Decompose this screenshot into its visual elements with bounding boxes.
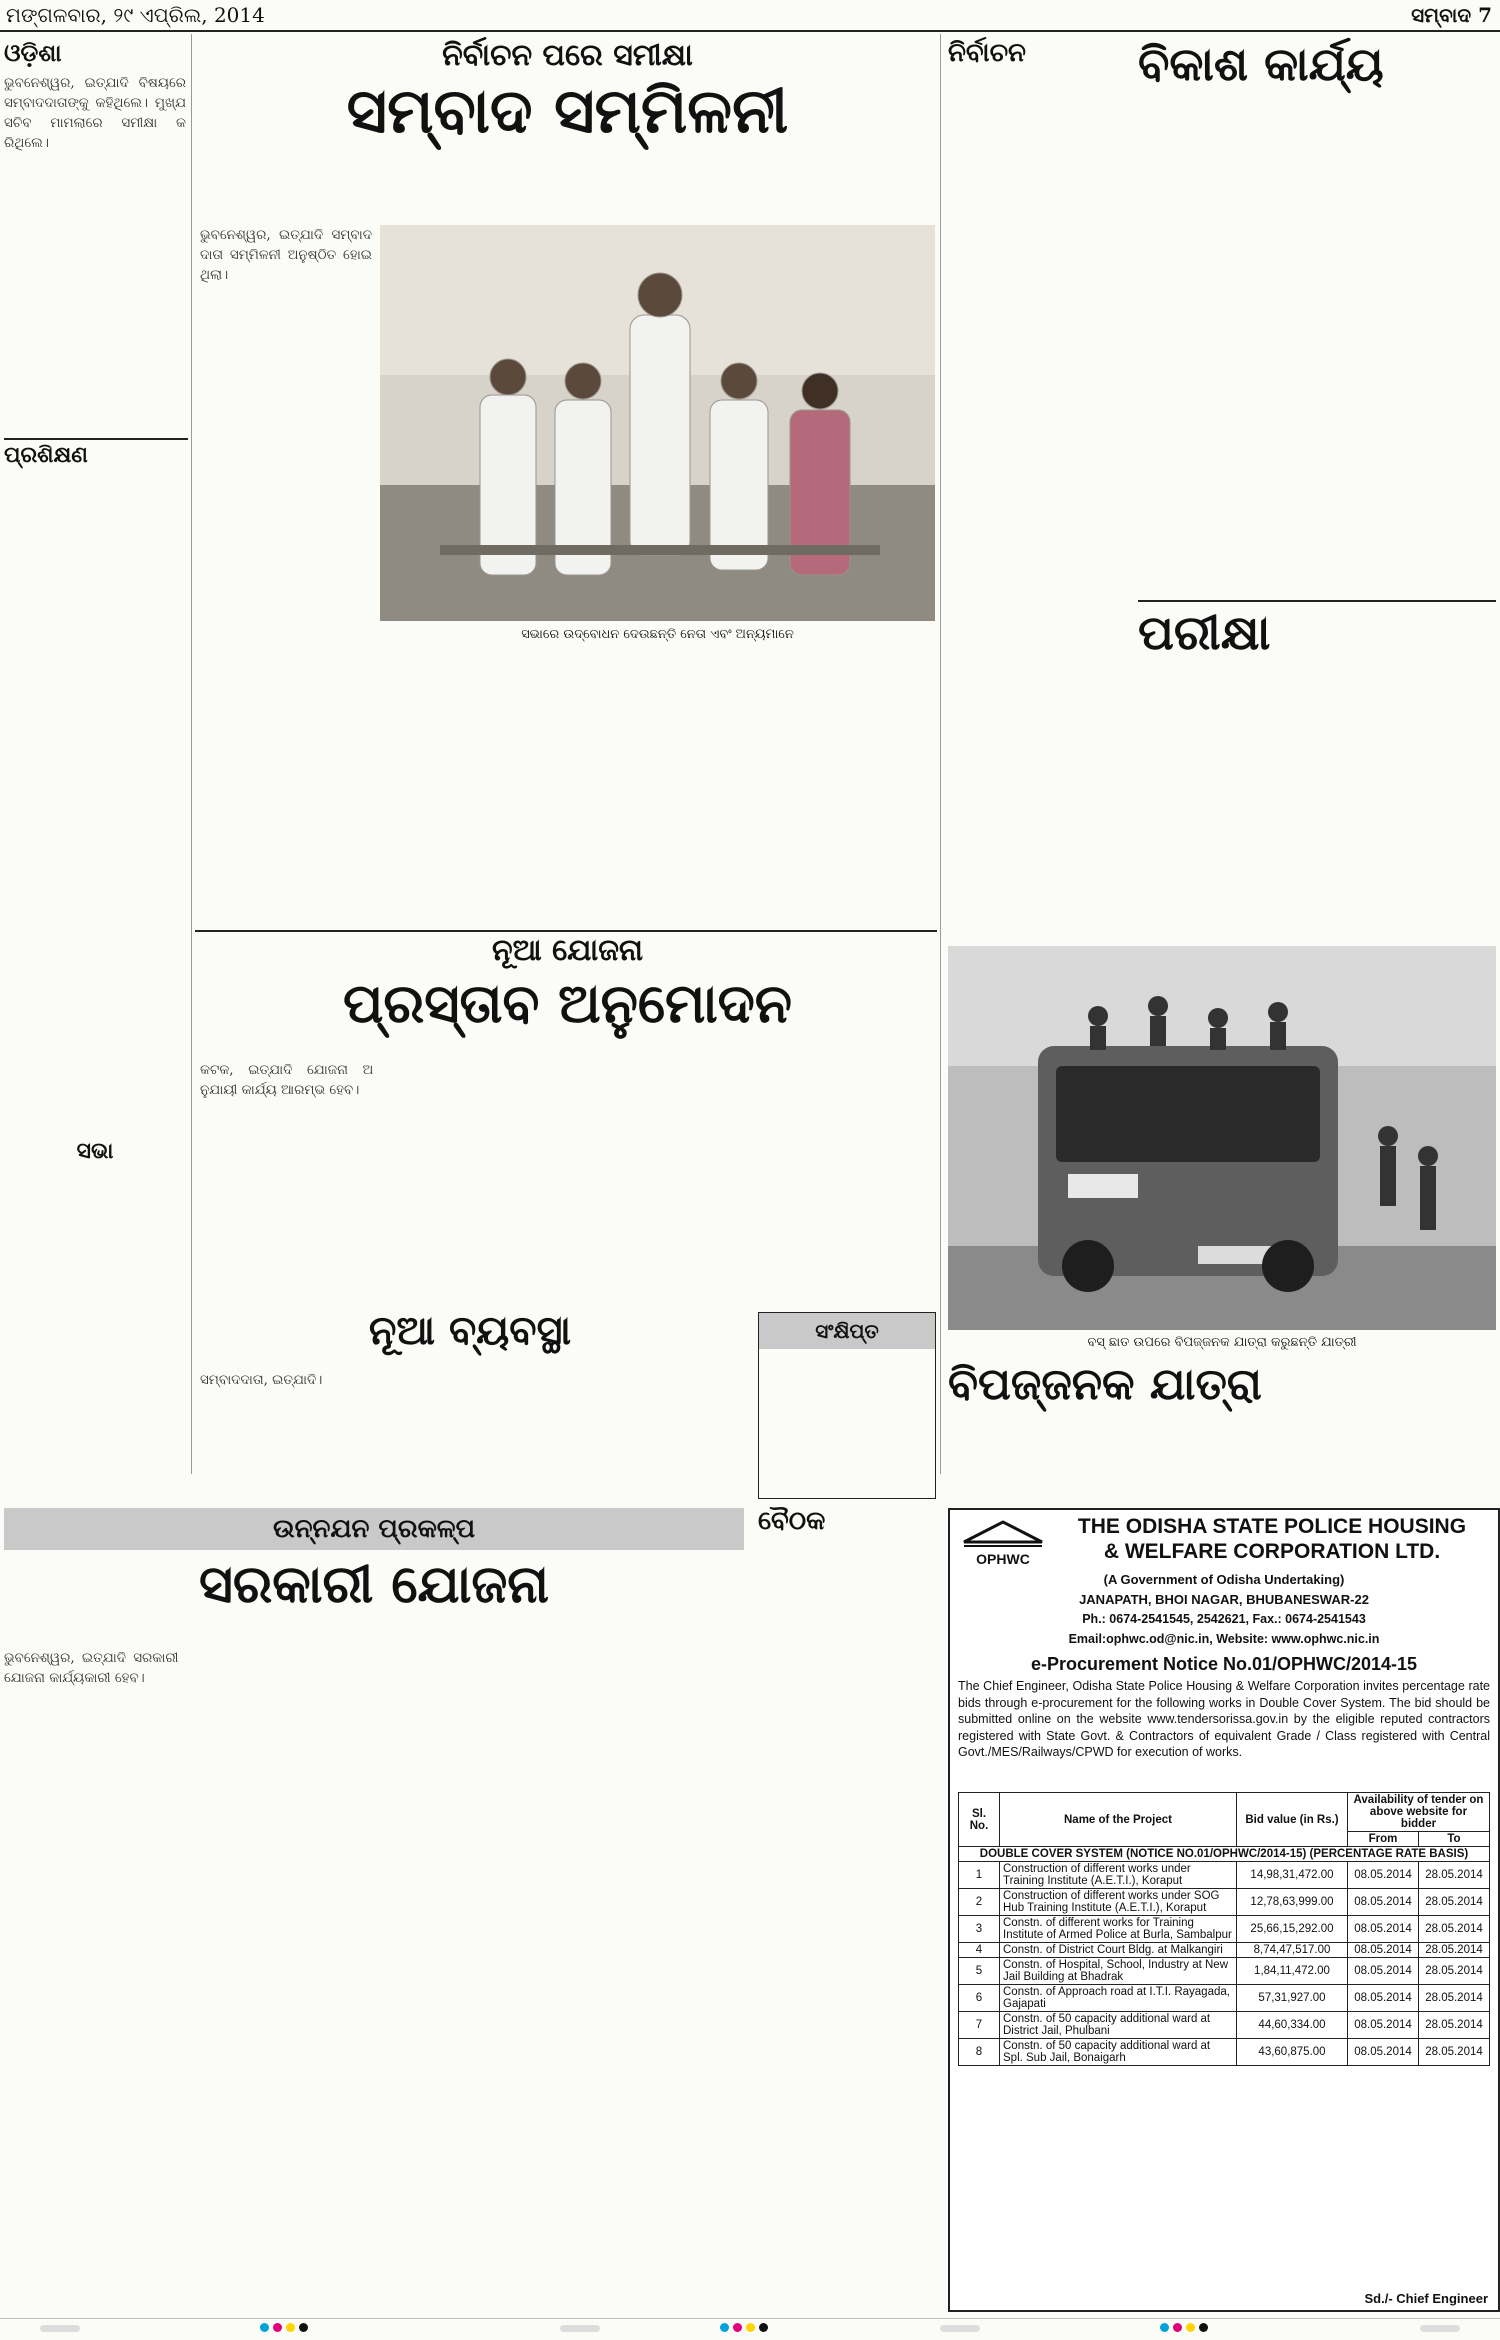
story-body: ଭୁବନେଶ୍ୱର, ଇତ୍ଯାଦି ବିଷୟରେ ସମ୍ବାଦଦାତାଙ୍କୁ କହିଥିଲେ। ମୁଖ୍ଯ ସଚିବ ମାମଲାରେ ସମୀକ୍ଷା କରିଥିଲେ। [4, 75, 186, 152]
page-number: 7 [1478, 3, 1492, 27]
story-headline: ବୈଠକ [758, 1506, 826, 1536]
section-rule [195, 930, 937, 932]
cyan-dot [1160, 2323, 1169, 2332]
issue-date: ମଙ୍ଗଳବାର, ୨୯ ଏପ୍ରିଲ, 2014 [6, 3, 265, 27]
row-to: 28.05.2014 [1418, 1985, 1489, 2012]
tender-rows [959, 1862, 1490, 2066]
magenta-dot [1173, 2323, 1182, 2332]
bus-photo-caption: ବସ୍ ଛାତ ଉପରେ ବିପଜ୍ଜନକ ଯାତ୍ରା କରୁଛନ୍ତି ଯାତ୍ରୀ [1087, 1335, 1357, 1350]
table-row [959, 1916, 1490, 1943]
middle-story [200, 933, 935, 1035]
bottom-story-body: ଭୁବନେଶ୍ୱର, ଇତ୍ଯାଦି ସରକାରୀ ଯୋଜନା କାର୍ଯ୍ୟକାରୀ ହେବ। [4, 1650, 179, 1686]
crop-mark [560, 2325, 600, 2332]
org-name-line-1: THE ODISHA STATE POLICE HOUSING [1077, 1515, 1467, 1538]
table-section-row [959, 1847, 1490, 1862]
row-bid: 57,31,927.00 [1237, 1985, 1348, 2012]
row-from: 08.05.2014 [1348, 1985, 1419, 2012]
col-bid: Bid value (in Rs.) [1237, 1793, 1348, 1847]
org-name-line-2: & WELFARE CORPORATION LTD. [1103, 1540, 1441, 1563]
notice-intro: The Chief Engineer, Odisha State Police Housing & Welfare Corporation invites percentage rate bids through e-procurement for the following works in Double Cover System. The bid should be submitted online on the website www.tendersorissa.gov.in by the eligible reputed contractors registered with State Govt. & Contractors of equivalent Grade / Class registered with Central Govt./MES/Railways/CPWD for execution of works. [958, 1679, 1490, 1759]
right-story-3 [1138, 605, 1494, 661]
org-address: JANAPATH, BHOI NAGAR, BHUBANESWAR-22 [1079, 1592, 1369, 1607]
row-sl: 7 [959, 2012, 1000, 2039]
lead-story [200, 38, 935, 147]
story-headline: ପ୍ରସ୍ତାବ ଅନୁମୋଦନ [342, 970, 793, 1035]
story-headline: ବିକାଶ କାର୍ଯ୍ୟ [1138, 37, 1384, 91]
meeting-photo-image [380, 225, 935, 621]
table-row [959, 1862, 1490, 1889]
lead-headline: ସମ୍ବାଦ ସମ୍ମିଳନୀ [346, 73, 789, 147]
right-story-1 [948, 40, 1128, 67]
story-headline: ନୂଆ ବ୍ୟବସ୍ଥା [368, 1307, 572, 1354]
logo-text: OPHWC [976, 1551, 1030, 1567]
table-row [959, 1943, 1490, 1958]
row-to: 28.05.2014 [1418, 2039, 1489, 2066]
col-sl: Sl. No. [959, 1793, 1000, 1847]
row-bid: 12,78,63,999.00 [1237, 1889, 1348, 1916]
row-sl: 5 [959, 1958, 1000, 1985]
row-from: 08.05.2014 [1348, 2012, 1419, 2039]
table-row [959, 1985, 1490, 2012]
black-dot [299, 2323, 308, 2332]
row-project: Construction of different works under Training Institute (A.E.T.I.), Koraput [1000, 1862, 1237, 1889]
row-sl: 2 [959, 1889, 1000, 1916]
row-from: 08.05.2014 [1348, 1943, 1419, 1958]
row-to: 28.05.2014 [1418, 1958, 1489, 1985]
section-title: DOUBLE COVER SYSTEM (NOTICE NO.01/OPHWC/2014-15) (PERCENTAGE RATE BASIS) [959, 1847, 1490, 1862]
magenta-dot [733, 2323, 742, 2332]
crop-mark [1420, 2325, 1460, 2332]
row-to: 28.05.2014 [1418, 1916, 1489, 1943]
black-dot [759, 2323, 768, 2332]
row-sl: 8 [959, 2039, 1000, 2066]
row-project: Constn. of 50 capacity additional ward at District Jail, Phulbani [1000, 2012, 1237, 2039]
yellow-dot [746, 2323, 755, 2332]
row-to: 28.05.2014 [1418, 1943, 1489, 1958]
story-kicker: ନୂଆ ଯୋଜନା [491, 933, 644, 968]
registration-marks [260, 2323, 308, 2332]
section-rule [1138, 600, 1496, 602]
brief-title: ସଂକ୍ଷିପ୍ତ [815, 1319, 879, 1343]
paper-name [1411, 3, 1500, 27]
middle-story-body: କଟକ, ଇତ୍ଯାଦି ଯୋଜନା ଅନୁଯାୟୀ କାର୍ଯ୍ୟ ଆରମ୍ଭ ହେବ। [200, 1062, 374, 1098]
story-headline: ନିର୍ବାଚନ [948, 38, 1026, 68]
org-name [1050, 1514, 1494, 1564]
row-bid: 8,74,47,517.00 [1237, 1943, 1348, 1958]
table-row [959, 2039, 1490, 2066]
column-divider [940, 34, 941, 1474]
registration-marks [720, 2323, 768, 2332]
row-project: Constn. of 50 capacity additional ward at Spl. Sub Jail, Bonaigarh [1000, 2039, 1237, 2066]
row-from: 08.05.2014 [1348, 2039, 1419, 2066]
paper-title: ସମ୍ବାଦ [1411, 3, 1472, 27]
row-bid: 14,98,31,472.00 [1237, 1862, 1348, 1889]
row-from: 08.05.2014 [1348, 1916, 1419, 1943]
row-from: 08.05.2014 [1348, 1862, 1419, 1889]
right-story-4 [948, 1359, 1496, 1410]
row-bid: 43,60,875.00 [1237, 2039, 1348, 2066]
row-project: Constn. of Hospital, School, Industry at New Jail Building at Bhadrak [1000, 1958, 1237, 1985]
black-dot [1199, 2323, 1208, 2332]
registration-marks [1160, 2323, 1208, 2332]
table-row [959, 1958, 1490, 1985]
column-divider [191, 34, 192, 1474]
sub-story [200, 1307, 740, 1354]
col-to: To [1418, 1832, 1489, 1847]
col-from: From [1348, 1832, 1419, 1847]
magenta-dot [273, 2323, 282, 2332]
row-bid: 1,84,11,472.00 [1237, 1958, 1348, 1985]
yellow-dot [1186, 2323, 1195, 2332]
cyan-dot [720, 2323, 729, 2332]
notice-title: e-Procurement Notice No.01/OPHWC/2014-15 [1030, 1654, 1418, 1674]
tender-table [958, 1792, 1490, 2066]
left-column-story-2 [4, 444, 186, 467]
meeting-photo [380, 225, 935, 621]
bottom-story [4, 1554, 744, 1615]
row-project: Constn. of Approach road at I.T.I. Rayagada, Gajapati [1000, 1985, 1237, 2012]
row-bid: 25,66,15,292.00 [1237, 1916, 1348, 1943]
row-to: 28.05.2014 [1418, 2012, 1489, 2039]
org-phone: Ph.: 0674-2541545, 2542621, Fax.: 0674-2541543 [1082, 1612, 1366, 1626]
crop-mark [40, 2325, 80, 2332]
meeting-photo-caption: ସଭାରେ ଉଦ୍‌ବୋଧନ ଦେଉଛନ୍ତି ନେତା ଏବଂ ଅନ୍ୟମାନେ [521, 627, 794, 642]
story-headline: ପ୍ରଶିକ୍ଷଣ [4, 442, 88, 468]
row-sl: 1 [959, 1862, 1000, 1889]
row-to: 28.05.2014 [1418, 1862, 1489, 1889]
row-from: 08.05.2014 [1348, 1889, 1419, 1916]
left-column-story-3 [4, 1140, 186, 1163]
brief-title-bar [759, 1313, 935, 1349]
row-project: Construction of different works under SOG Hub Training Institute (A.E.T.I.), Koraput [1000, 1889, 1237, 1916]
bus-photo [948, 946, 1496, 1330]
org-contact: Email:ophwc.od@nic.in, Website: www.ophwc.nic.in [1068, 1632, 1380, 1646]
table-row [959, 2012, 1490, 2039]
govt-undertaking: (A Government of Odisha Undertaking) [1103, 1572, 1345, 1587]
story-headline: ପରୀକ୍ଷା [1138, 605, 1271, 661]
crop-mark [940, 2325, 980, 2332]
row-bid: 44,60,334.00 [1237, 2012, 1348, 2039]
right-story-2 [1138, 37, 1494, 91]
row-sl: 6 [959, 1985, 1000, 2012]
story-headline: ଓଡ଼ିଶା [4, 38, 62, 67]
section-rule [4, 438, 188, 440]
row-project: Constn. of District Court Bldg. at Malkangiri [1000, 1943, 1237, 1958]
banner-kicker: ଉନ୍ନଯନ ପ୍ରକଳ୍ପ [272, 1514, 476, 1544]
bus-photo-image [948, 946, 1496, 1330]
story-headline: ସରକାରୀ ଯୋଜନା [198, 1554, 550, 1615]
bottom-story-banner [4, 1508, 744, 1550]
lead-kicker: ନିର୍ବାଚନ ପରେ ସମୀକ୍ଷା [442, 38, 693, 73]
chief-engineer-signature: Sd./- Chief Engineer [1364, 2291, 1488, 2306]
story-headline: ବିପଜ୍ଜନକ ଯାତ୍ରା [948, 1359, 1262, 1410]
boxed-brief [758, 1312, 936, 1499]
lead-story-body: ଭୁବନେଶ୍ୱର, ଇତ୍ଯାଦି ସମ୍ବାଦଦାତା ସମ୍ମିଳନୀ ଅନୁଷ୍ଠିତ ହୋଇଥିଲା। [200, 227, 372, 283]
masthead [0, 0, 1500, 32]
story-headline: ସଭା [76, 1138, 114, 1164]
left-column-story [4, 40, 186, 643]
col-availability: Availability of tender on above website for bidder [1348, 1793, 1490, 1832]
row-sl: 3 [959, 1916, 1000, 1943]
bottom-side-story [758, 1508, 938, 1535]
table-header-row [959, 1793, 1490, 1832]
table-row [959, 1889, 1490, 1916]
row-to: 28.05.2014 [1418, 1889, 1489, 1916]
row-project: Constn. of different works for Training Institute of Armed Police at Burla, Sambalpur [1000, 1916, 1237, 1943]
ophwc-logo [960, 1518, 1046, 1570]
sub-story-body: ସମ୍ବାଦଦାତା, ଇତ୍ଯାଦି। [200, 1372, 323, 1388]
col-project: Name of the Project [1000, 1793, 1237, 1847]
row-from: 08.05.2014 [1348, 1958, 1419, 1985]
print-footer [0, 2318, 1500, 2340]
cyan-dot [260, 2323, 269, 2332]
row-sl: 4 [959, 1943, 1000, 1958]
yellow-dot [286, 2323, 295, 2332]
tender-notice [948, 1508, 1500, 2312]
